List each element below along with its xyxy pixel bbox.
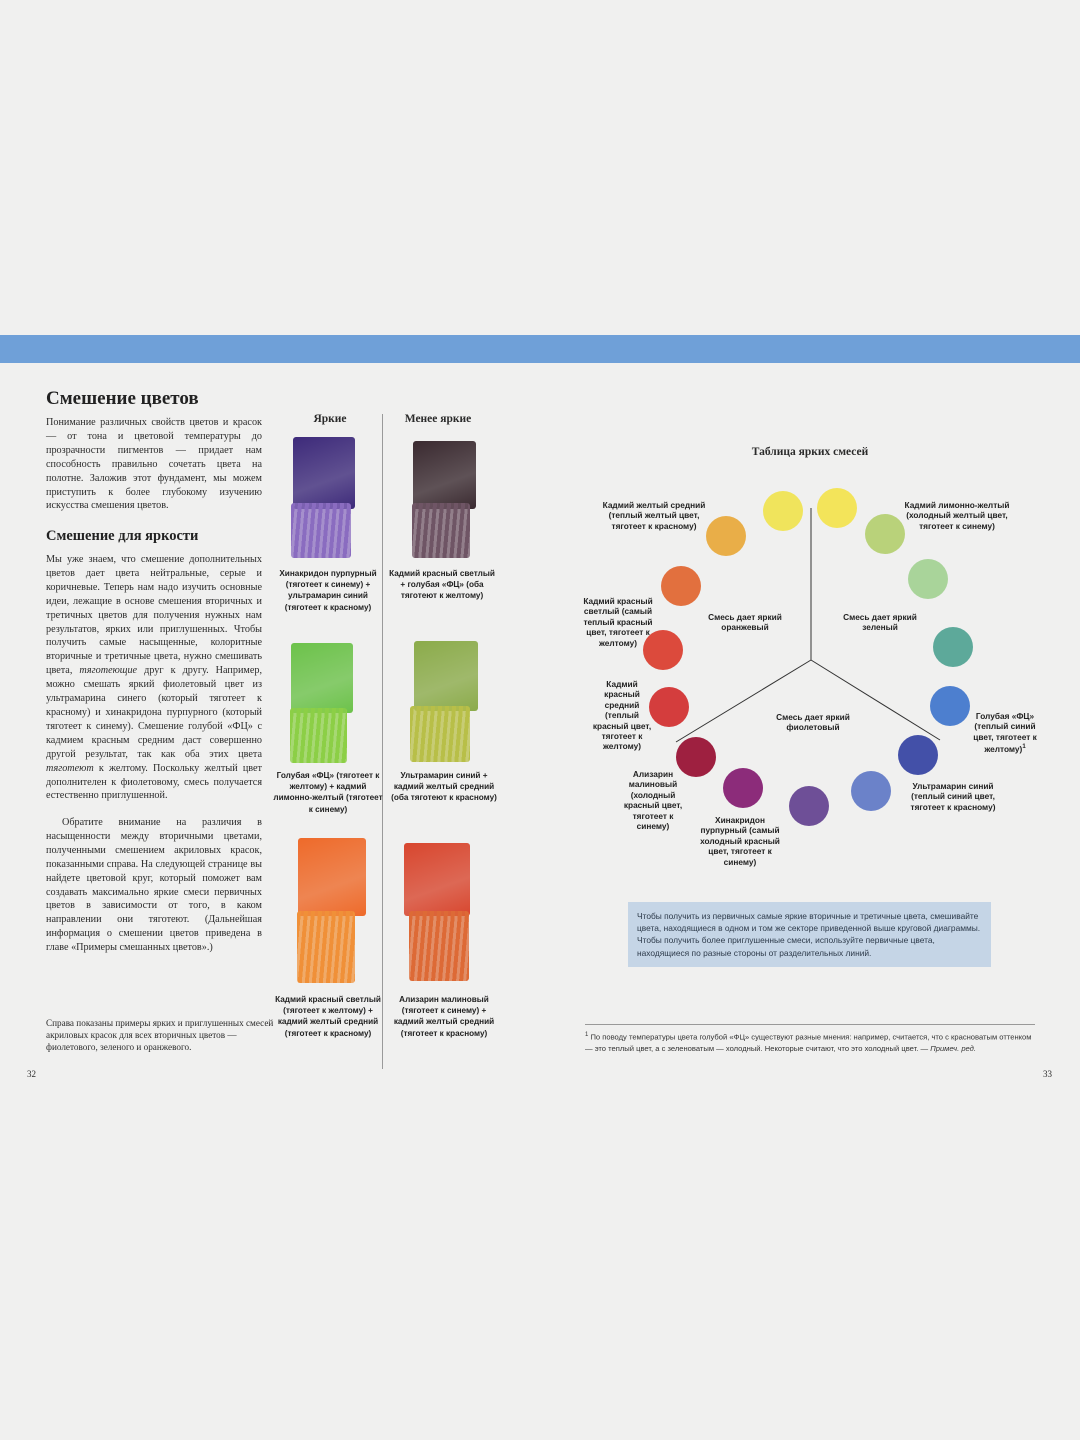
- figure-caption: Справа показаны примеры ярких и приглушенных смесей акриловых красок для всех вторичных цветов — фиолетового, зеленого и оранжевого.: [46, 1018, 274, 1052]
- swatch-caption: Ультрамарин синий + кадмий желтый средний (оба тяготеют к красному): [391, 771, 497, 803]
- intro-paragraph: Понимание различных свойств цветов и красок — от тона и цветовой температуры до прозрачности пигментов — придает нам способность правильно сочетать цвета на полотне. Заложив этот фундамент, мы можем приступить к более глубокому изучению искусства смешения цветов.: [46, 417, 262, 512]
- swatch-caption: Кадмий красный светлый + голубая «ФЦ» (оба тяготеют к желтому): [389, 569, 495, 601]
- wheel-label-lemon: Кадмий лимонно-желтый (холодный желтый цвет, тяготеет к синему): [904, 500, 1010, 531]
- body-paragraph-2: Обратите внимание на различия в насыщенности между вторичными цветами, полученными смешением акриловых красок, показанными справа. На следующей странице вы найдете цветовой круг, который поможет вам создавать максимально яркие смеси первичных цветов в зависимости от того, в каком направлении они тяготеют. (Дальнейшая информация о смешении цветов приведена в главе «Примеры смешанных цветов».): [46, 817, 262, 954]
- swatch-caption: Хинакридон пурпурный (тяготеет к синему) + ультрамарин синий (тяготеет к красному): [279, 569, 377, 612]
- column-header-less-bright: Менее яркие: [404, 413, 472, 425]
- wheel-title: Таблица ярких смесей: [751, 446, 869, 458]
- sector-label-violet: Смесь дает яркий фиолетовый: [776, 712, 850, 733]
- body1-emphasis-b: тяготеют: [46, 762, 94, 774]
- wheel-label-phthalo-text: Голубая «ФЦ» (теплый синий цвет, тяготеет к желтому): [973, 711, 1037, 754]
- wheel-color-circle: [851, 771, 891, 811]
- footnote: [585, 1030, 1035, 1054]
- wheel-label-alizarin: Ализарин малиновый (холодный красный цвет, тяготеет к синему): [623, 769, 683, 832]
- body1-text-c: к желтому. Поскольку желтый цвет дополнителен к фиолетовому, смесь получается естественно приглушенной.: [46, 762, 262, 802]
- page-title: Смешение цветов: [46, 388, 199, 409]
- wheel-label-yellow-mid: Кадмий желтый средний (теплый желтый цвет, тяготеет к красному): [602, 500, 706, 531]
- body1-text-b: друг к другу. Например, можно смешать яркий фиолетовый цвет из ультрамарина синего (который тяготеет к красному) и хинакридона пурпурного (который тяготеет к синему). Смешение голубой «ФЦ» с кадмием красным средним даст совершенно другой результат, так как оба этих цвета: [46, 665, 263, 760]
- section-subtitle: Смешение для яркости: [46, 528, 199, 544]
- page-number-right: 33: [1043, 1069, 1052, 1079]
- column-header-bright: Яркие: [313, 413, 347, 425]
- footnote-rule: [585, 1024, 1035, 1025]
- footnote-source: Примеч. ред.: [930, 1043, 976, 1053]
- wheel-label-phthalo: [972, 711, 1038, 754]
- page-number-left: 32: [27, 1069, 36, 1079]
- wheel-label-red-light: Кадмий красный светлый (самый теплый красный цвет, тяготеет к желтому): [583, 596, 653, 648]
- body1-text-a: Мы уже знаем, что смешение дополнительных цветов дает цвета нейтральные, серые и коричневые. Теперь нам надо изучить основные идеи, лежащие в основе смешения вторичных и третичных цветов для получения нужных нам результатов, ярких или приглушенных. Чтобы получить самые насыщенные, колоритные вторичные и третичные цвета, нужно смешивать цвета,: [46, 554, 262, 677]
- wheel-color-circle: [723, 768, 763, 808]
- wheel-color-circle: [789, 786, 829, 826]
- body1-emphasis-a: тяготеющие: [79, 665, 138, 677]
- wheel-color-circle: [930, 686, 970, 726]
- wheel-color-circle: [763, 491, 803, 531]
- swatch-caption: Кадмий красный светлый (тяготеет к желтому) + кадмий желтый средний (тяготеет к красному): [275, 995, 381, 1038]
- sector-label-orange: Смесь дает яркий оранжевый: [708, 612, 782, 633]
- wheel-label-quinacridone: Хинакридон пурпурный (самый холодный красный цвет, тяготеет к синему): [700, 815, 780, 867]
- wheel-color-circle: [908, 559, 948, 599]
- wheel-color-circle: [817, 488, 857, 528]
- footnote-text: По поводу температуры цвета голубой «ФЦ» существуют разные мнения: например, считается, что с красноватым оттенком — это теплый цвет, а с зеленоватым — холодный. Некоторые считают, что это холодный цвет. —: [585, 1032, 1032, 1053]
- footnote-mark: 1: [585, 1032, 589, 1038]
- swatch-caption: Ализарин малиновый (тяготеет к синему) + кадмий желтый средний (тяготеет к красному): [393, 995, 495, 1038]
- wheel-color-circle: [933, 627, 973, 667]
- wheel-label-ultramarine: Ультрамарин синий (теплый синий цвет, тяготеет к красному): [910, 781, 996, 812]
- sector-label-green: Смесь дает яркий зеленый: [843, 612, 917, 633]
- wheel-color-circle: [649, 687, 689, 727]
- swatch-caption: Голубая «ФЦ» (тяготеет к желтому) + кадмий лимонно-желтый (тяготеет к синему): [273, 771, 383, 814]
- wheel-color-circle: [898, 735, 938, 775]
- wheel-label-red-mid: Кадмий красный средний (теплый красный цвет, тяготеет к желтому): [592, 679, 652, 752]
- info-callout-box: Чтобы получить из первичных самые яркие вторичные и третичные цвета, смешивайте цвета, находящиеся в одном и том же секторе приведенной выше круговой диаграммы. Чтобы получить более приглушенные смеси, используйте первичные цвета, находящиеся по разные стороны от разделительных линий.: [628, 902, 991, 967]
- wheel-color-circle: [661, 566, 701, 606]
- footnote-ref-mark: 1: [1022, 744, 1026, 751]
